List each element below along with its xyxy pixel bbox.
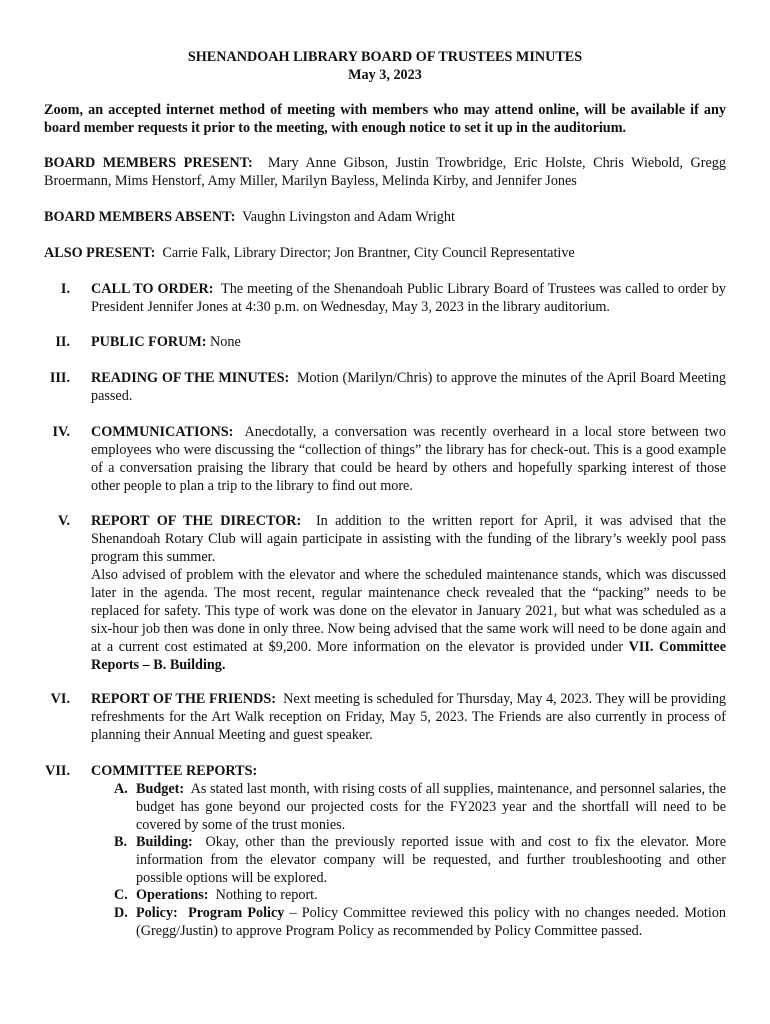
section-heading: PUBLIC FORUM:	[91, 334, 207, 350]
committee-item-letter: A.	[114, 781, 128, 797]
section-heading: COMMITTEE REPORTS:	[91, 763, 258, 779]
meeting-date: May 3, 2023	[348, 67, 422, 83]
section-text: Next meeting is scheduled for Thursday, May 4, 2023. They will be providing refreshments for the Art Walk reception on Friday, May 5, 2023. The Friends are also currently in process of planning their Annual Meeting and guest speaker.	[91, 691, 727, 743]
members-absent	[44, 208, 726, 226]
also-present	[44, 244, 726, 262]
members-present	[44, 154, 726, 190]
zoom-notice: Zoom, an accepted internet method of meeting with members who may attend online, will be available if any board member requests it prior to the meeting, with enough notice to set it up in the auditorium.	[44, 102, 726, 136]
committee-item-text: – Policy Committee reviewed this policy with no changes needed. Motion (Gregg/Justin) to approve Program Policy as recommended by Policy Committee passed.	[136, 905, 727, 939]
section-number: VII.	[45, 763, 70, 779]
committee-item-text: As stated last month, with rising costs of all supplies, maintenance, and personnel salaries, the budget has gone beyond our projected costs for the FY2023 year and the shortfall will need to be covered by some of the trust monies.	[136, 781, 726, 833]
section-number: I.	[60, 281, 70, 297]
section-body	[91, 333, 726, 351]
section-body	[91, 369, 726, 405]
members-absent-text: Vaughn Livingston and Adam Wright	[242, 209, 455, 225]
section-heading: REPORT OF THE DIRECTOR:	[91, 513, 302, 529]
committee-item-text: Nothing to report.	[215, 887, 318, 903]
section-body	[91, 690, 726, 744]
section-cross-reference: VII. Committee Reports – B. Building.	[91, 639, 727, 673]
section-heading: COMMUNICATIONS:	[91, 424, 234, 440]
section-text: Anecdotally, a conversation was recently overheard in a local store between two employees who were discussing the “collection of things” the library has for check-out. This is a good example of a conversation praising the library that could be heard by others and hopefully sparking interest of those other people to plan a trip to the library to find out more.	[91, 424, 727, 494]
section-number: VI.	[50, 691, 70, 707]
members-present-label: BOARD MEMBERS PRESENT:	[44, 155, 253, 171]
committee-item-label: Operations:	[136, 887, 209, 903]
also-present-label: ALSO PRESENT:	[44, 245, 156, 261]
section-number: III.	[49, 370, 70, 386]
committee-item-body	[136, 886, 726, 904]
committee-item-body	[136, 833, 726, 887]
section-text: In addition to the written report for April, it was advised that the Shenandoah Rotary Club will again participate in assisting with the funding of the library’s weekly pool pass program this summer.	[91, 513, 726, 565]
members-present-text: Mary Anne Gibson, Justin Trowbridge, Eric Holste, Chris Wiebold, Gregg Broermann, Mims Henstorf, Amy Miller, Marilyn Bayless, Melinda Kirby, and Jennifer Jones	[44, 155, 726, 189]
committee-item-label: Budget:	[136, 781, 185, 797]
section-heading: READING OF THE MINUTES:	[91, 370, 290, 386]
committee-item-sublabel: Program Policy	[188, 905, 285, 921]
section-text: None	[210, 334, 241, 350]
committee-item-letter: D.	[114, 905, 128, 921]
also-present-text: Carrie Falk, Library Director; Jon Brantner, City Council Representative	[162, 245, 575, 261]
committee-item-letter: C.	[114, 887, 128, 903]
committee-item-text: Okay, other than the previously reported issue with and cost to fix the elevator. More information from the elevator company will be requested, and further troubleshooting and other possible options will be explored.	[136, 834, 727, 886]
section-body	[91, 280, 726, 316]
committee-item-letter: B.	[114, 834, 128, 850]
section-text: Motion (Marilyn/Chris) to approve the minutes of the April Board Meeting passed.	[91, 370, 727, 404]
committee-item-label: Building:	[136, 834, 193, 850]
section-number: V.	[58, 513, 70, 529]
section-text: The meeting of the Shenandoah Public Library Board of Trustees was called to order by President Jennifer Jones at 4:30 p.m. on Wednesday, May 3, 2023 in the library auditorium.	[91, 281, 726, 315]
members-absent-label: BOARD MEMBERS ABSENT:	[44, 209, 236, 225]
section-number: II.	[55, 334, 70, 350]
section-body	[91, 423, 726, 495]
committee-item-body	[136, 904, 726, 940]
section-body	[91, 512, 726, 674]
section-heading: CALL TO ORDER:	[91, 281, 214, 297]
committee-item-label: Policy:	[136, 905, 178, 921]
section-number: IV.	[52, 424, 70, 440]
section-body	[91, 762, 726, 780]
section-text-elevator: Also advised of problem with the elevator and where the scheduled maintenance stands, which was discussed later in the agenda. The most recent, regular maintenance check revealed that the “packing” needs to be replaced for safety. This type of work was done on the elevator in January 2021, but what was scheduled as a six-hour job then was done in only three. Now being advised that the same work will need to be done again and at a current cost estimated at $9,200. More information on the elevator is provided under	[91, 567, 726, 655]
section-heading: REPORT OF THE FRIENDS:	[91, 691, 276, 707]
document-title: SHENANDOAH LIBRARY BOARD OF TRUSTEES MINUTES	[187, 49, 583, 65]
committee-item-body	[136, 780, 726, 834]
